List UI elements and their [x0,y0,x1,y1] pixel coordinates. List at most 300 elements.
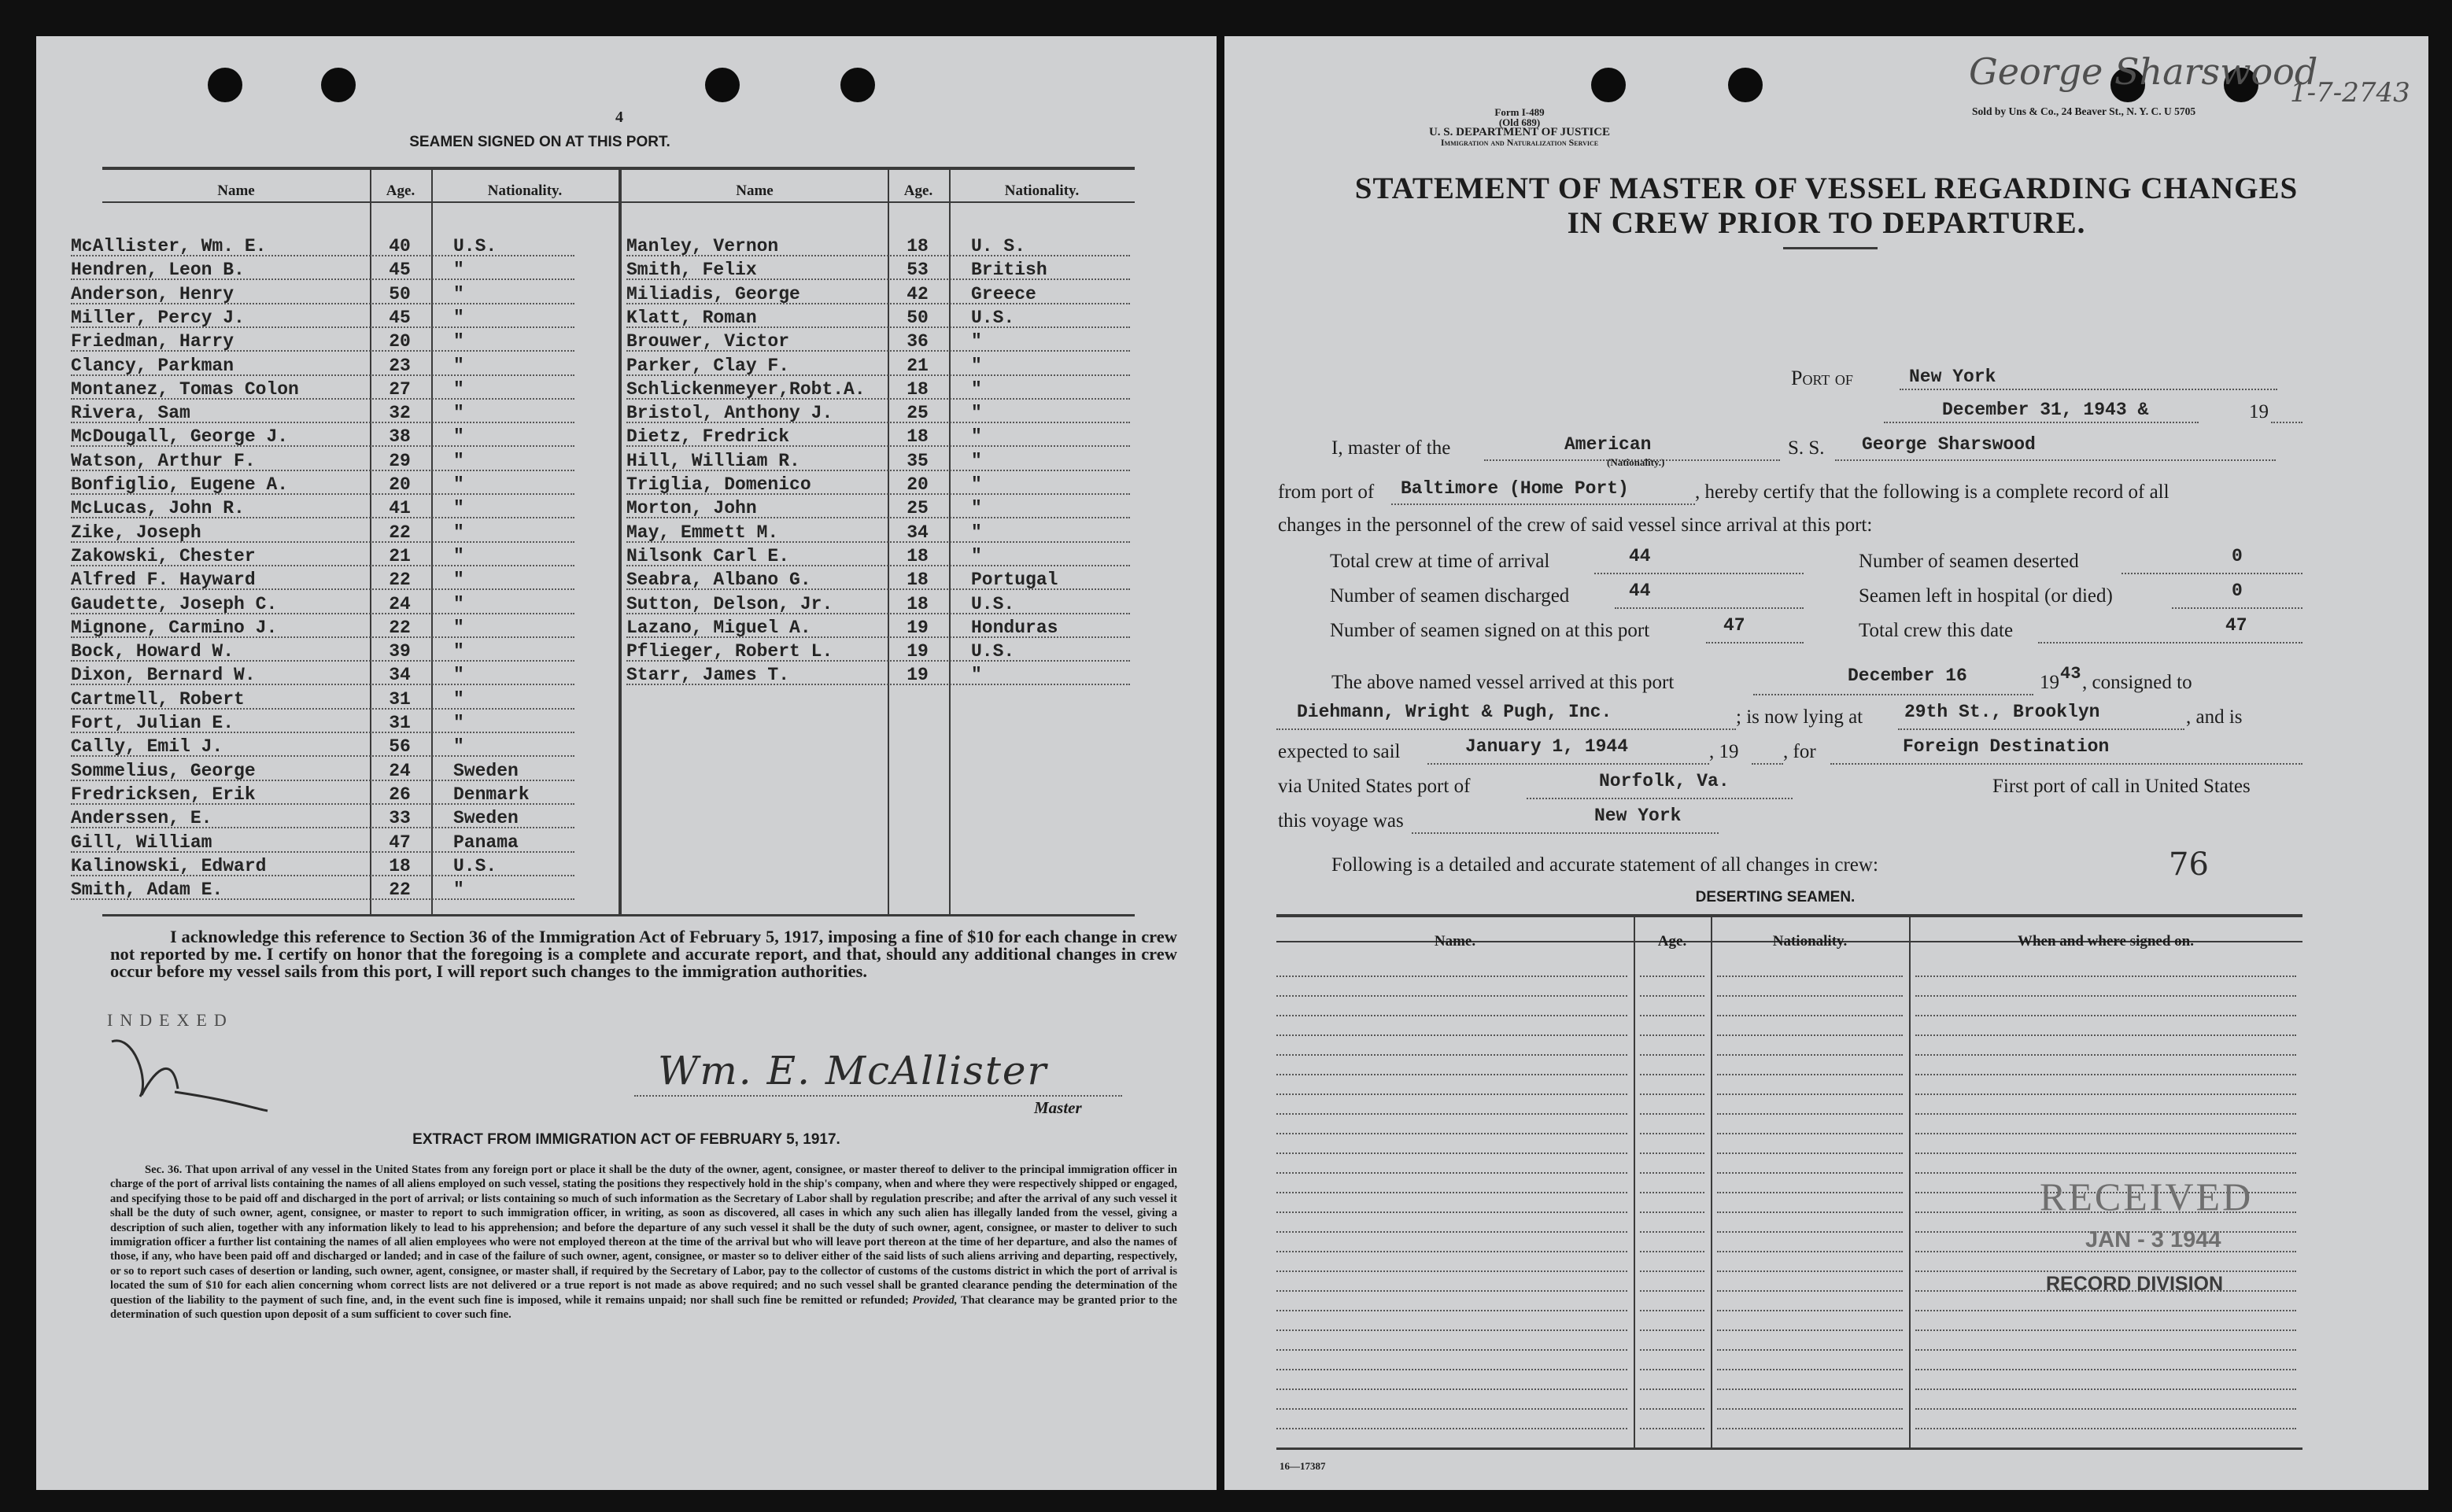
column-header-age: Age. [903,183,933,199]
desert-row-line [1640,1349,1704,1351]
deserting-heading: DESERTING SEAMEN. [1695,889,1856,905]
desert-row-line [1640,1428,1704,1429]
desert-row-line [1640,1310,1704,1311]
first-call-port: New York [1594,806,1682,826]
crew-nationality: " [453,522,464,543]
crew-age: 20 [389,331,411,352]
desert-row-line [1640,1034,1704,1036]
crew-name: Zike, Joseph [71,522,201,543]
desert-row-line [1717,975,1903,977]
changes-text: changes in the personnel of the crew of said vessel since arrival at this port: [1278,514,1873,536]
desert-row-line [1915,1034,2296,1036]
crew-age: 18 [907,570,929,591]
crew-nationality: " [453,378,464,400]
crew-row [36,308,1138,331]
crew-age: 19 [907,641,929,662]
crew-age: 56 [389,736,411,758]
crew-nationality: " [453,641,464,662]
port-label: Port of [1791,367,1853,389]
fill-line [1898,728,2184,730]
crew-name: Cartmell, Robert [71,688,245,710]
indexed-stamp: INDEXED [107,1010,234,1030]
fill-line [2121,573,2302,574]
crew-nationality: Portugal [971,570,1058,591]
desert-row-line [1915,1054,2296,1056]
fill-line [1615,607,1804,609]
crew-name: Miliadis, George [626,283,800,304]
signed-on-label: Number of seamen signed on at this port [1330,620,1650,641]
desert-row-line [1276,1034,1627,1036]
crew-nationality: " [453,713,464,733]
column-header-name: Name [217,183,255,199]
desert-row-line [1717,1270,1903,1272]
punch-hole [1728,68,1763,102]
desert-column-age: Age. [1657,933,1687,950]
row-fill-line [626,470,1130,471]
crew-name: Lazano, Miguel A. [626,617,811,638]
page-number: 4 [615,109,623,126]
crew-nationality: Panama [453,832,519,853]
crew-name: Morton, John [626,498,757,519]
form-title [1280,171,2373,241]
crew-name: Triglia, Domenico [626,474,811,495]
desert-row-line [1717,1133,1903,1134]
crew-age: 53 [907,260,929,281]
crew-nationality: " [453,570,464,591]
crew-name: Bristol, Anthony J. [626,403,833,424]
crew-name: Miller, Percy J. [71,307,245,328]
crew-name: Gill, William [71,832,212,853]
fill-line [1391,503,1695,505]
crew-row [36,236,1138,260]
row-fill-line [626,493,1130,495]
crew-nationality: " [453,474,464,495]
row-fill-line [626,374,1130,376]
crew-nationality: " [971,522,982,543]
crew-nationality: " [971,355,982,376]
desert-row-line [1640,1329,1704,1331]
fill-line [1427,763,1709,765]
desert-column-signed-on: When and where signed on. [2017,933,2194,950]
crew-name: Kalinowski, Edward [71,855,267,876]
received-stamp: RECEIVED [2040,1175,2254,1219]
arrival-year: 43 [2060,664,2081,684]
crew-row [36,832,1138,856]
sail-label: expected to sail [1278,741,1401,762]
crew-nationality: " [453,307,464,328]
desert-row-line [1717,1329,1903,1331]
punch-hole [321,68,356,102]
desert-row-line [1640,1211,1704,1213]
vendor-line: Sold by Uns & Co., 24 Beaver St., N. Y. C. U 5705 [1972,105,2196,117]
desert-table-bottom-rule [1276,1447,2302,1450]
desert-row-line [1276,975,1627,977]
crew-age: 25 [907,498,929,519]
desert-row-line [1915,995,2296,997]
crew-age: 50 [389,283,411,304]
column-header-name: Name [736,183,774,199]
crew-nationality: U.S. [971,307,1015,328]
crew-age: 21 [389,545,411,566]
desert-row-line [1915,1408,2296,1410]
crew-name: Montanez, Tomas Colon [71,378,299,400]
desert-row-line [1640,1015,1704,1016]
desert-row-line [1640,1251,1704,1252]
crew-nationality: " [971,498,982,519]
desert-row-line [1915,1329,2296,1331]
crew-name: Bock, Howard W. [71,641,234,662]
master-caption: Master [1034,1098,1082,1117]
crew-age: 18 [907,545,929,566]
row-fill-line [71,898,574,900]
desert-row-line [1640,1152,1704,1154]
crew-row [36,880,1138,903]
crew-nationality: " [453,545,464,566]
crew-nationality: " [971,665,982,686]
crew-age: 18 [907,426,929,448]
crew-age: 25 [907,403,929,424]
crew-nationality: " [453,450,464,471]
desert-row-line [1276,1270,1627,1272]
fill-line [1900,389,2277,390]
crew-age: 19 [907,665,929,686]
crew-age: 47 [389,832,411,853]
desert-row-line [1915,1369,2296,1370]
crew-row [36,856,1138,880]
crew-age: 18 [907,236,929,256]
crew-row [36,784,1138,808]
form-number-block [1350,107,1689,148]
crew-name: Brouwer, Victor [626,331,790,352]
desert-row-line [1915,1074,2296,1075]
desert-row-line [1276,1074,1627,1075]
form-old: (Old 689) [1498,116,1541,128]
crew-age: 22 [389,880,411,901]
crew-nationality: " [453,880,464,901]
crew-nationality: " [971,474,982,495]
desert-row-line [1640,1369,1704,1370]
crew-name: Klatt, Roman [626,307,757,328]
crew-name: McLucas, John R. [71,498,245,519]
signature-line [634,1095,1122,1097]
desert-row-line [1276,1113,1627,1115]
crew-age: 18 [907,593,929,614]
crew-nationality: " [453,260,464,281]
fill-line [1753,694,2033,695]
desert-row-line [1276,1172,1627,1174]
row-fill-line [626,326,1130,328]
crew-age: 42 [907,283,929,304]
certify-text: , hereby certify that the following is a complete record of all [1695,481,2170,503]
desert-table-top-rule [1276,914,2302,917]
discharged-value: 44 [1629,581,1651,601]
fill-line [1752,763,1783,765]
desert-row-line [1640,1113,1704,1115]
desert-row-line [1717,1192,1903,1193]
year-prefix: 19 [2249,401,2269,422]
crew-name: Zakowski, Chester [71,545,256,566]
crew-nationality: " [453,665,464,686]
row-fill-line [626,660,1130,662]
desert-row-line [1276,1428,1627,1429]
crew-row [36,426,1138,450]
crew-row [36,356,1138,379]
crew-nationality: U. S. [971,236,1026,256]
desert-row-line [1915,975,2296,977]
sail-year-prefix: , 19 [1709,741,1739,762]
crew-age: 27 [389,378,411,400]
desert-row-line [1276,1369,1627,1370]
crew-age: 29 [389,450,411,471]
deserted-value: 0 [2232,546,2243,566]
desert-row-line [1276,1192,1627,1193]
desert-row-line [1717,1231,1903,1233]
crew-row [36,379,1138,403]
extract-title: EXTRACT FROM IMMIGRATION ACT OF FEBRUARY 5, 1917. [412,1131,840,1148]
section-label: Sec. 36. [145,1164,183,1176]
record-division-stamp: RECORD DIVISION [2046,1273,2224,1295]
from-port-value: Baltimore (Home Port) [1401,478,1629,499]
crew-name: Clancy, Parkman [71,355,234,376]
desert-row-line [1717,1054,1903,1056]
crew-name: Dixon, Bernard W. [71,665,256,686]
voyage-label: this voyage was [1278,810,1404,832]
right-page [1224,36,2428,1490]
desert-row-line [1640,1074,1704,1075]
nationality-value: American [1564,434,1652,455]
row-fill-line [71,780,574,781]
desert-row-line [1276,995,1627,997]
crew-age: 39 [389,641,411,662]
crew-name: Fort, Julian E. [71,713,234,733]
crew-nationality: " [971,403,982,424]
crew-age: 20 [907,474,929,495]
vessel-annotation: George Sharswood [1969,50,2318,93]
row-fill-line [71,851,574,853]
crew-age: 31 [389,688,411,710]
crew-row [36,761,1138,784]
desert-row-line [1915,1152,2296,1154]
row-fill-line [626,398,1130,400]
desert-row-line [1717,1428,1903,1429]
crew-nationality: Honduras [971,617,1058,638]
arrival-date: December 16 [1848,666,1967,686]
crew-row [36,713,1138,736]
crew-row [36,260,1138,283]
crew-age: 26 [389,784,411,805]
ss-label: S. S. [1788,437,1825,459]
footer-code: 16—17387 [1280,1460,1326,1472]
crew-age: 21 [907,355,929,376]
received-date-stamp: JAN - 3 1944 [2085,1227,2221,1252]
fill-line [1276,728,1736,730]
desert-row-line [1717,1113,1903,1115]
signed-on-value: 47 [1723,615,1745,636]
row-fill-line [71,827,574,828]
crew-nationality: " [453,617,464,638]
row-fill-line [71,708,574,710]
crew-name: Sutton, Delson, Jr. [626,593,833,614]
crew-name: McAllister, Wm. E. [71,236,267,256]
crew-row [36,641,1138,665]
crew-nationality: Sweden [453,808,519,829]
nationality-caption: (Nationality.) [1607,456,1665,468]
crew-age: 31 [389,713,411,733]
row-fill-line [626,684,1130,685]
row-fill-line [626,565,1130,566]
desert-row-line [1915,1093,2296,1095]
fill-line [2271,422,2302,423]
arrived-label: The above named vessel arrived at this port [1331,672,1675,693]
crew-nationality: U.S. [453,855,497,876]
desert-row-line [1915,1388,2296,1390]
and-is-text: , and is [2186,706,2243,728]
desert-row-line [1276,1152,1627,1154]
desert-row-line [1717,1074,1903,1075]
proviso-body: That clearance may be granted prior to the determination of such question upon deposit of a sum sufficient to cover such fine. [110,1293,1177,1322]
crew-row [36,689,1138,713]
desert-row-line [1717,1093,1903,1095]
row-fill-line [71,732,574,733]
desert-row-line [1717,1349,1903,1351]
consignee: Diehmann, Wright & Pugh, Inc. [1297,702,1612,722]
crew-age: 50 [907,307,929,328]
crew-age: 24 [389,760,411,781]
desert-row-line [1640,1388,1704,1390]
crew-name: May, Emmett M. [626,522,779,543]
crew-age: 36 [907,331,929,352]
crew-row [36,546,1138,570]
crew-age: 22 [389,570,411,591]
crew-nationality: " [971,331,982,352]
desert-row-line [1717,995,1903,997]
for-label: , for [1783,741,1816,762]
column-header-nationality: Nationality. [1004,183,1080,199]
crew-age: 38 [389,426,411,448]
desert-row-line [1276,1231,1627,1233]
desert-row-line [1276,1211,1627,1213]
via-label: via United States port of [1278,776,1471,797]
crew-name: Anderssen, E. [71,808,212,829]
crew-row [36,570,1138,593]
crew-name: Watson, Arthur F. [71,450,256,471]
desert-row-line [1640,1192,1704,1193]
row-fill-line [626,613,1130,614]
total-crew-date-value: 47 [2225,615,2247,636]
crew-name: Mignone, Carmino J. [71,617,278,638]
total-crew-arrival-label: Total crew at time of arrival [1330,551,1550,572]
crew-age: 23 [389,355,411,376]
crew-nationality: " [453,498,464,519]
desert-row-line [1276,1015,1627,1016]
first-call-label: First port of call in United States [1992,776,2251,797]
crew-nationality: Sweden [453,760,519,781]
berth: 29th St., Brooklyn [1904,702,2100,722]
file-number-annotation: 1-7-2743 [2290,77,2410,109]
row-fill-line [626,541,1130,543]
crew-nationality: " [453,403,464,424]
crew-name: Sommelius, George [71,760,256,781]
crew-name: Parker, Clay F. [626,355,790,376]
crew-nationality: British [971,260,1047,281]
desert-row-line [1717,1388,1903,1390]
crew-nationality: " [453,688,464,710]
total-crew-arrival-value: 44 [1629,546,1651,566]
crew-nationality: " [453,426,464,448]
desert-row-line [1640,1270,1704,1272]
fill-line [2172,607,2302,609]
crew-age: 35 [907,450,929,471]
crew-name: Smith, Felix [626,260,757,281]
desert-row-line [1276,1329,1627,1331]
desert-row-line [1915,1015,2296,1016]
desert-row-line [1276,1290,1627,1292]
desert-column-name: Name. [1434,933,1476,950]
crew-age: 20 [389,474,411,495]
row-fill-line [626,445,1130,447]
count-annotation: 76 [2169,846,2209,883]
desert-row-line [1717,1408,1903,1410]
desert-row-line [1276,1093,1627,1095]
fill-line [2038,642,2302,644]
crew-age: 18 [907,378,929,400]
crew-nationality: U.S. [971,641,1015,662]
hospital-label: Seamen left in hospital (or died) [1859,585,2113,607]
crew-name: Bonfiglio, Eugene A. [71,474,289,495]
crew-nationality: " [453,283,464,304]
crew-name: Starr, James T. [626,665,790,686]
desert-row-line [1276,1408,1627,1410]
destination: Foreign Destination [1903,736,2110,757]
column-divider [1634,914,1635,1447]
discharged-label: Number of seamen discharged [1330,585,1570,607]
crew-row [36,618,1138,641]
crew-name: Smith, Adam E. [71,880,223,901]
punch-hole [208,68,242,102]
lying-label: ; is now lying at [1736,706,1863,728]
master-signature: Wm. E. McAllister [658,1048,1048,1093]
row-fill-line [71,803,574,805]
vessel-name: George Sharswood [1862,434,2036,455]
desert-row-line [1276,1054,1627,1056]
crew-row [36,665,1138,688]
crew-name: Anderson, Henry [71,283,234,304]
crew-nationality: " [971,450,982,471]
form-number: Form I-489 [1494,106,1545,118]
crew-name: Seabra, Albano G. [626,570,811,591]
crew-age: 34 [389,665,411,686]
desert-row-line [1717,1152,1903,1154]
clerk-initials-mark [102,1026,275,1112]
crew-age: 19 [907,617,929,638]
punch-hole [705,68,740,102]
crew-row [36,498,1138,522]
proviso-label: Provided, [912,1293,958,1307]
fill-line [1830,763,2302,765]
desert-row-line [1276,1251,1627,1252]
crew-nationality: " [453,593,464,614]
desert-row-line [1717,1290,1903,1292]
crew-row [36,403,1138,426]
crew-nationality: " [971,378,982,400]
crew-nationality: " [453,331,464,352]
desert-row-line [1276,1388,1627,1390]
crew-row [36,808,1138,832]
desert-row-line [1717,1172,1903,1174]
port-value: New York [1909,367,1996,387]
crew-nationality: " [971,545,982,566]
crew-name: Alfred F. Hayward [71,570,256,591]
